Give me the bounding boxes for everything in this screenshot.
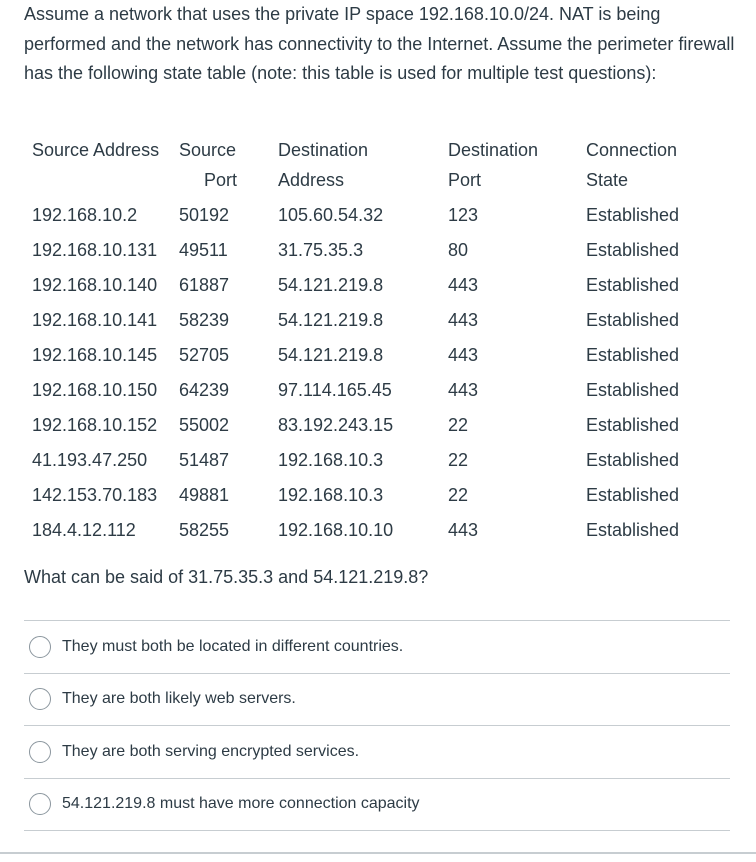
cell-connection-state: Established <box>586 520 680 540</box>
table-row <box>24 338 708 373</box>
cell-destination-port: 22 <box>448 450 469 470</box>
table-row <box>24 408 708 443</box>
cell-connection-state: Established <box>586 310 680 330</box>
answer-label[interactable]: 54.121.219.8 must have more connection capacity <box>62 795 420 813</box>
cell-destination-port: 443 <box>448 275 479 295</box>
table-row <box>24 233 708 268</box>
table-row <box>24 478 708 513</box>
cell-source-address: 192.168.10.141 <box>32 310 158 330</box>
cell-source-port: 51487 <box>179 450 230 470</box>
cell-connection-state: Established <box>586 415 680 435</box>
cell-source-address: 192.168.10.131 <box>32 240 158 260</box>
cell-destination-address: 31.75.35.3 <box>278 240 364 260</box>
cell-source-port: 55002 <box>179 415 230 435</box>
cell-destination-port: 123 <box>448 205 479 225</box>
table-row <box>24 373 708 408</box>
cell-source-port: 58239 <box>179 310 230 330</box>
header-source-address: Source Address <box>32 140 160 160</box>
cell-destination-port: 22 <box>448 415 469 435</box>
answer-list <box>24 620 730 831</box>
firewall-state-table <box>24 133 708 548</box>
answer-option[interactable] <box>24 779 730 832</box>
cell-connection-state: Established <box>586 380 680 400</box>
table-row <box>24 268 708 303</box>
cell-destination-address: 83.192.243.15 <box>278 415 394 435</box>
cell-source-address: 41.193.47.250 <box>32 450 148 470</box>
table-row <box>24 443 708 478</box>
header-source-port: Source Port <box>179 140 237 190</box>
answer-option[interactable] <box>24 621 730 674</box>
table-row <box>24 513 708 548</box>
radio-button[interactable] <box>29 636 51 658</box>
radio-button[interactable] <box>29 688 51 710</box>
cell-connection-state: Established <box>586 345 680 365</box>
answer-label[interactable]: They must both be located in different countries. <box>62 637 404 655</box>
cell-source-port: 52705 <box>179 345 230 365</box>
cell-destination-port: 22 <box>448 485 469 505</box>
radio-button[interactable] <box>29 741 51 763</box>
cell-destination-address: 105.60.54.32 <box>278 205 384 225</box>
bottom-divider <box>0 852 756 854</box>
cell-connection-state: Established <box>586 450 680 470</box>
question-text: What can be said of 31.75.35.3 and 54.121.219.8? <box>24 567 429 587</box>
cell-source-port: 49881 <box>179 485 230 505</box>
table-body <box>24 198 708 548</box>
cell-connection-state: Established <box>586 240 680 260</box>
cell-destination-address: 192.168.10.3 <box>278 450 384 470</box>
answer-option[interactable] <box>24 674 730 727</box>
cell-destination-port: 443 <box>448 345 479 365</box>
cell-source-port: 58255 <box>179 520 230 540</box>
cell-source-port: 64239 <box>179 380 230 400</box>
cell-destination-address: 54.121.219.8 <box>278 275 384 295</box>
cell-destination-port: 443 <box>448 380 479 400</box>
table-header-row <box>24 133 708 198</box>
cell-destination-address: 97.114.165.45 <box>278 380 392 400</box>
header-destination-address: Destination Address <box>278 140 369 190</box>
cell-connection-state: Established <box>586 205 680 225</box>
answer-option[interactable] <box>24 726 730 779</box>
header-destination-port: Destination Port <box>448 140 539 190</box>
cell-source-address: 192.168.10.140 <box>32 275 158 295</box>
answer-label[interactable]: They are both likely web servers. <box>62 690 296 708</box>
cell-destination-address: 54.121.219.8 <box>278 310 384 330</box>
answer-label[interactable]: They are both serving encrypted services. <box>62 742 360 760</box>
table-row <box>24 303 708 338</box>
radio-button[interactable] <box>29 793 51 815</box>
header-connection-state: Connection State <box>586 140 678 190</box>
cell-connection-state: Established <box>586 275 680 295</box>
cell-source-address: 192.168.10.145 <box>32 345 158 365</box>
cell-source-address: 142.153.70.183 <box>32 485 158 505</box>
table-row <box>24 198 708 233</box>
question-intro: Assume a network that uses the private IP space 192.168.10.0/24. NAT is being performed and the network has connectivity to the Internet. Assume the perimeter firewall has the following state table (note: this table is used for multiple test questions): <box>24 4 735 83</box>
cell-destination-address: 54.121.219.8 <box>278 345 384 365</box>
cell-source-port: 50192 <box>179 205 230 225</box>
cell-connection-state: Established <box>586 485 680 505</box>
cell-destination-address: 192.168.10.10 <box>278 520 394 540</box>
cell-destination-port: 443 <box>448 520 479 540</box>
cell-destination-address: 192.168.10.3 <box>278 485 384 505</box>
cell-source-port: 61887 <box>179 275 230 295</box>
cell-source-port: 49511 <box>179 240 228 260</box>
cell-source-address: 192.168.10.150 <box>32 380 158 400</box>
cell-source-address: 192.168.10.2 <box>32 205 138 225</box>
cell-destination-port: 80 <box>448 240 469 260</box>
cell-source-address: 184.4.12.112 <box>32 520 136 540</box>
cell-source-address: 192.168.10.152 <box>32 415 158 435</box>
cell-destination-port: 443 <box>448 310 479 330</box>
